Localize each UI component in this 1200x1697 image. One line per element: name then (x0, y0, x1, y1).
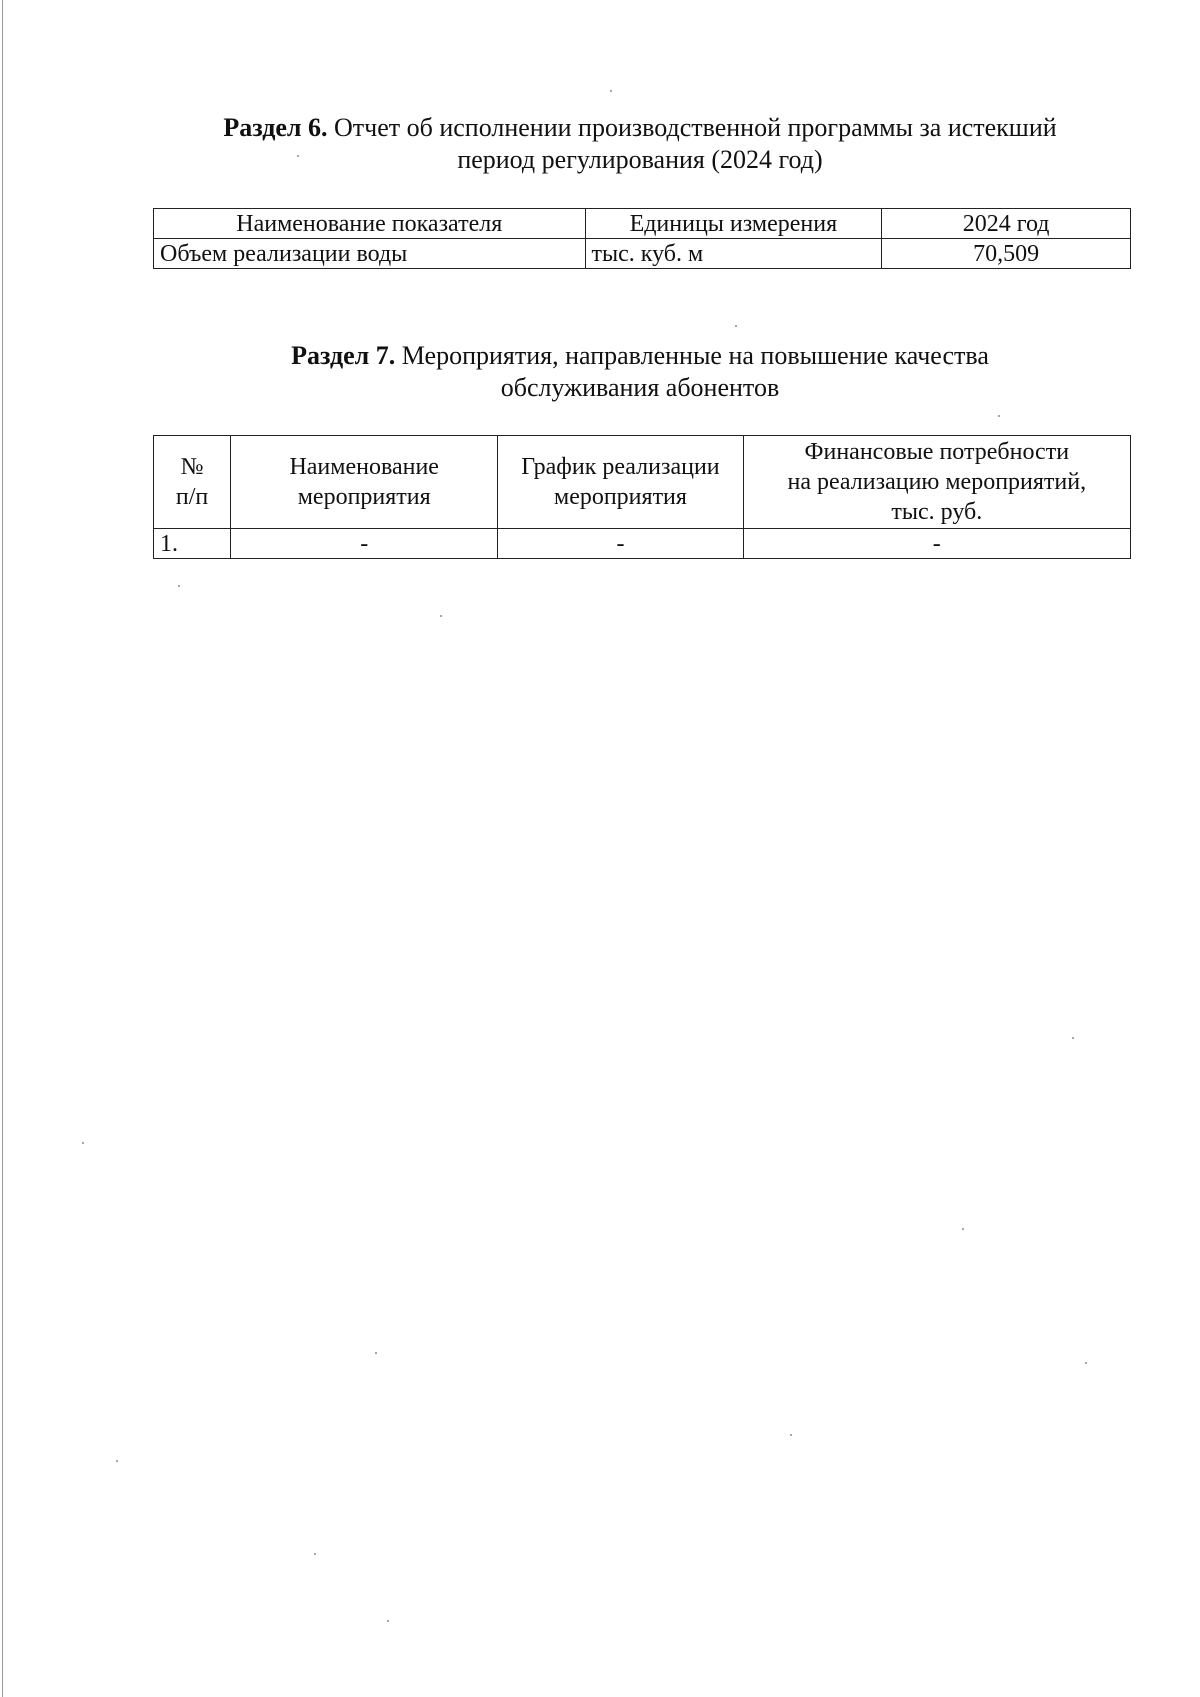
table-header-cell: Наименование показателя (154, 209, 586, 239)
section7-label: Раздел 7. (291, 341, 396, 370)
table-cell: - (498, 529, 743, 559)
table-header-cell (231, 436, 498, 529)
section7-title: Мероприятия, направленные на повышение качества (395, 341, 989, 370)
scan-speck (1085, 1362, 1087, 1364)
scan-speck (1072, 1037, 1074, 1039)
table-header-cell (154, 436, 231, 529)
table-header-cell (743, 436, 1130, 529)
section7-heading-line2: обслуживания абонентов (500, 373, 780, 402)
section6-heading-line1 (150, 112, 1130, 144)
section7-heading-line1 (150, 340, 1130, 372)
table-row (154, 529, 1131, 559)
scan-speck (610, 90, 612, 92)
header-line: на реализацию мероприятий, (787, 469, 1087, 495)
table-cell: 1. (154, 529, 231, 559)
scan-speck (998, 415, 1000, 417)
scan-speck (314, 1553, 316, 1555)
table-header-row (154, 209, 1131, 239)
scan-speck (82, 1142, 84, 1144)
header-line: мероприятия (297, 484, 431, 510)
scan-speck (735, 325, 737, 327)
section6-table (153, 208, 1131, 269)
section6-label: Раздел 6. (223, 113, 328, 142)
section7-heading (150, 340, 1130, 404)
scan-speck (790, 1434, 792, 1436)
scan-edge-line (2, 0, 3, 1697)
scan-speck (178, 585, 180, 587)
section6-title: Отчет об исполнении производственной программы за истекший (327, 113, 1057, 142)
table-cell: - (743, 529, 1130, 559)
table-cell: 70,509 (882, 239, 1131, 269)
table-header-cell (498, 436, 743, 529)
table-header-cell: Единицы измерения (585, 209, 882, 239)
header-line: тыс. руб. (891, 499, 983, 525)
section6-heading (150, 112, 1130, 176)
header-line: мероприятия (554, 484, 687, 510)
header-line: Наименование (289, 454, 439, 480)
table-row (154, 239, 1131, 269)
scan-speck (387, 1620, 389, 1622)
table-header-row (154, 436, 1131, 529)
scan-speck (297, 155, 299, 157)
section7-table (153, 435, 1131, 559)
header-line: п/п (175, 484, 209, 510)
section6-heading-line2: период регулирования (2024 год) (457, 145, 823, 174)
scan-speck (375, 1352, 377, 1354)
header-line: № (180, 454, 204, 480)
table-cell: тыс. куб. м (585, 239, 882, 269)
header-line: График реализации (521, 454, 720, 480)
scan-speck (116, 1460, 118, 1462)
scan-speck (440, 615, 442, 617)
scan-speck (962, 1228, 964, 1230)
table-cell: Объем реализации воды (154, 239, 586, 269)
table-cell: - (231, 529, 498, 559)
table-header-cell: 2024 год (882, 209, 1131, 239)
header-line: Финансовые потребности (804, 439, 1070, 465)
